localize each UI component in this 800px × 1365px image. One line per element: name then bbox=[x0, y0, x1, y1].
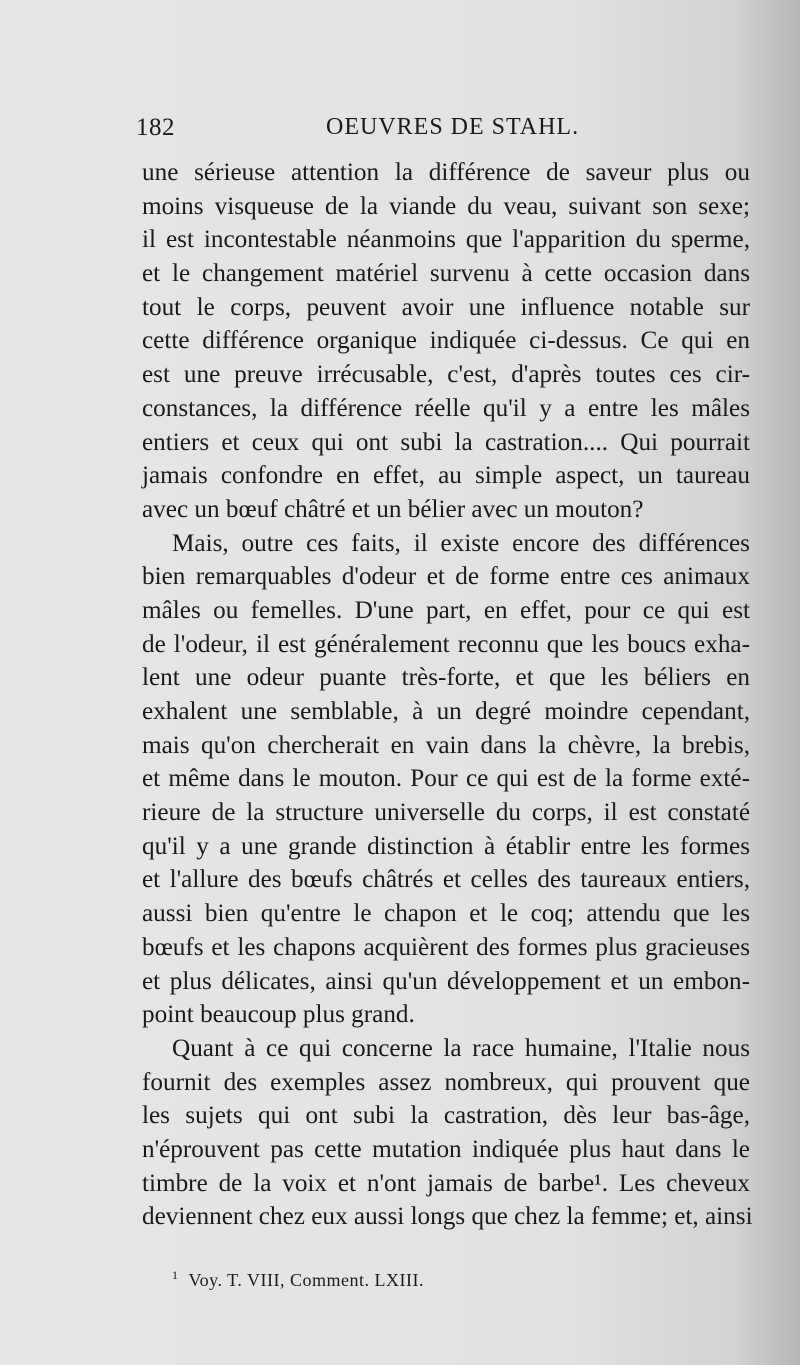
text-line: bœufs et les chapons acquièrent des formes plus gracieuses bbox=[142, 933, 750, 961]
footnote bbox=[172, 1268, 424, 1291]
text-line: tout le corps, peuvent avoir une influence notable sur bbox=[142, 293, 750, 321]
text-line: bien remarquables d'odeur et de forme entre ces animaux bbox=[142, 563, 750, 591]
text-line: aussi bien qu'entre le chapon et le coq; attendu que les bbox=[142, 900, 750, 928]
text-line: entiers et ceux qui ont subi la castration.... Qui pourrait bbox=[142, 428, 750, 456]
text-line: et le changement matériel survenu à cette occasion dans bbox=[142, 260, 750, 288]
text-line: timbre de la voix et n'ont jamais de barbe¹. Les cheveux bbox=[142, 1169, 750, 1197]
text-line: les sujets qui ont subi la castration, dès leur bas-âge, bbox=[142, 1102, 750, 1130]
text-line: cette différence organique indiquée ci-dessus. Ce qui en bbox=[142, 327, 750, 355]
text-line: fournit des exemples assez nombreux, qui prouvent que bbox=[142, 1068, 750, 1096]
footnote-text: Voy. T. VIII, Comment. LXIII. bbox=[188, 1270, 424, 1290]
text-line: une sérieuse attention la différence de saveur plus ou bbox=[142, 159, 750, 186]
text-line: il est incontestable néanmoins que l'apparition du sperme, bbox=[142, 226, 750, 254]
text-line: qu'il y a une grande distinction à établir entre les formes bbox=[142, 832, 750, 860]
text-line: deviennent chez eux aussi longs que chez la femme; et, ainsi bbox=[142, 1203, 753, 1231]
text-line: et plus délicates, ainsi qu'un développement et un embon- bbox=[142, 967, 750, 995]
text-line: lent une odeur puante très-forte, et que les béliers en bbox=[142, 664, 750, 692]
text-line: n'éprouvent pas cette mutation indiquée plus haut dans le bbox=[142, 1135, 750, 1163]
text-line: jamais confondre en effet, au simple aspect, un taureau bbox=[142, 462, 750, 490]
text-line: de l'odeur, il est généralement reconnu que les boucs exha- bbox=[142, 630, 750, 658]
body-text bbox=[142, 156, 753, 1234]
text-line: et l'allure des bœufs châtrés et celles des taureaux entiers, bbox=[142, 866, 750, 894]
text-line: avec un bœuf châtré et un bélier avec un mouton? bbox=[142, 495, 644, 523]
text-line: mâles ou femelles. D'une part, en effet, pour ce qui est bbox=[142, 596, 750, 624]
text-line: Quant à ce qui concerne la race humaine, l'Italie nous bbox=[172, 1034, 750, 1062]
running-title: OEUVRES DE STAHL. bbox=[326, 114, 580, 140]
text-line: point beaucoup plus grand. bbox=[142, 1001, 415, 1029]
text-line: et même dans le mouton. Pour ce qui est de la forme exté- bbox=[142, 765, 750, 793]
text-line: moins visqueuse de la viande du veau, suivant son sexe; bbox=[142, 192, 750, 220]
text-line: exhalent une semblable, à un degré moindre cependant, bbox=[142, 698, 750, 725]
footnote-marker: 1 bbox=[172, 1268, 179, 1282]
text-line: constances, la différence réelle qu'il y a entre les mâles bbox=[142, 394, 750, 422]
text-line: rieure de la structure universelle du corps, il est constaté bbox=[142, 799, 750, 827]
text-line: Mais, outre ces faits, il existe encore des différences bbox=[172, 529, 750, 557]
page-header bbox=[136, 114, 746, 144]
text-line: est une preuve irrécusable, c'est, d'après toutes ces cir- bbox=[142, 361, 750, 389]
page-number: 182 bbox=[136, 114, 175, 141]
text-line: mais qu'on chercherait en vain dans la chèvre, la brebis, bbox=[142, 731, 750, 759]
